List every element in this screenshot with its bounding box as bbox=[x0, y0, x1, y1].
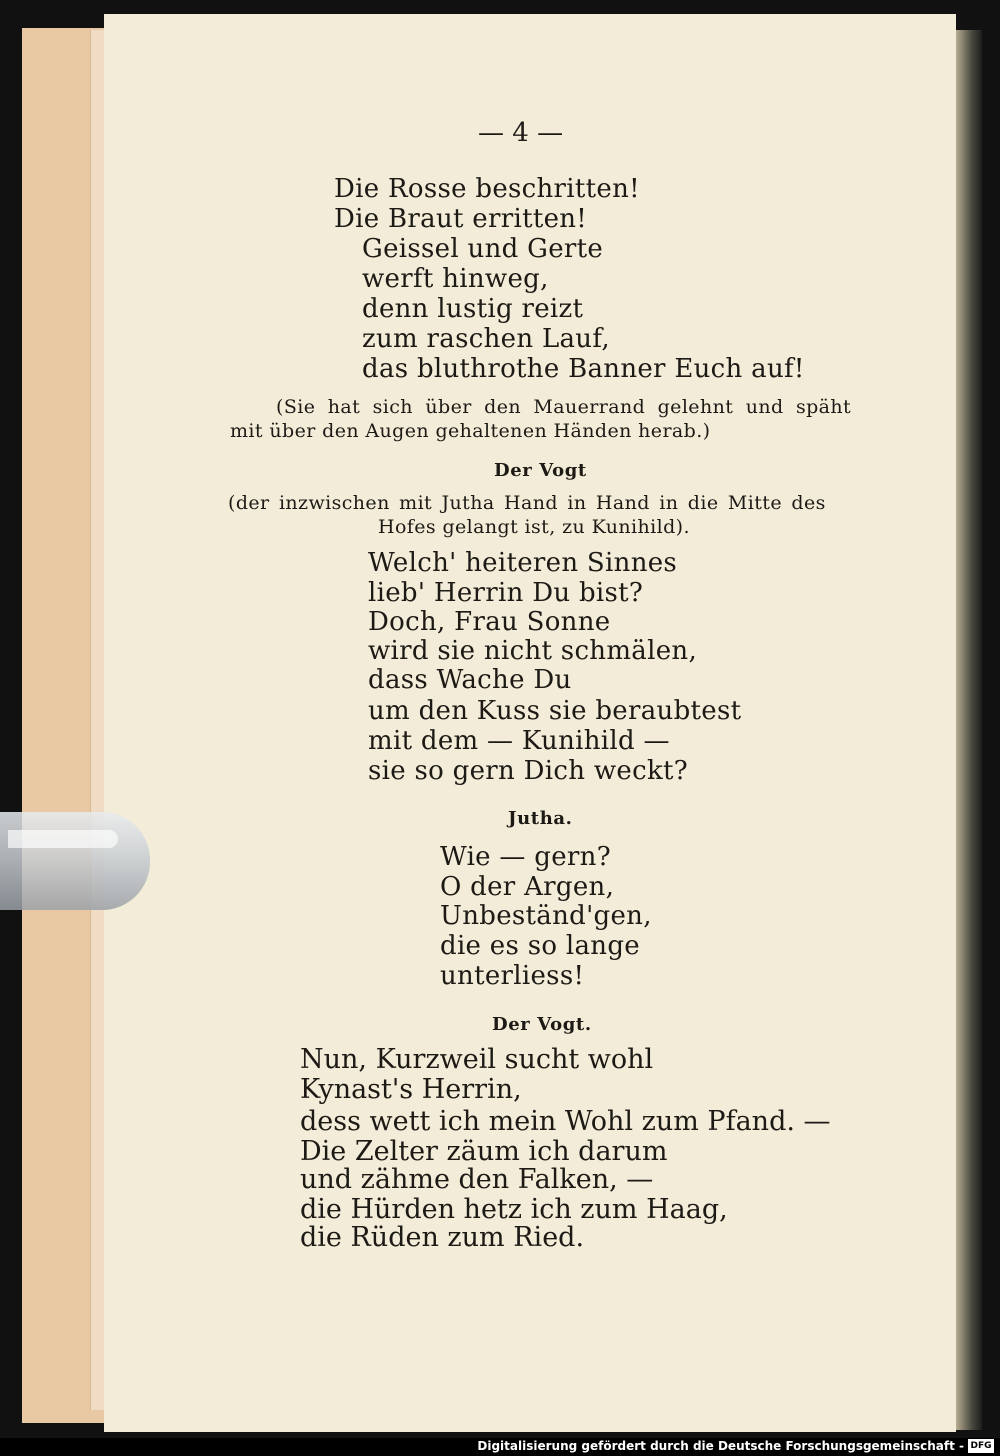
verse-line: Wie — gern? bbox=[440, 842, 611, 872]
verse-line: unterliess! bbox=[440, 961, 585, 991]
verse-line: Doch, Frau Sonne bbox=[368, 607, 611, 637]
verse-line: und zähme den Falken, — bbox=[300, 1164, 654, 1195]
verse-line: denn lustig reizt bbox=[362, 294, 584, 324]
verse-line: O der Argen, bbox=[440, 872, 615, 902]
verse-line: zum raschen Lauf, bbox=[362, 324, 610, 354]
verse-line: wird sie nicht schmälen, bbox=[368, 636, 698, 666]
verse-line: Geissel und Gerte bbox=[362, 234, 604, 264]
glass-weight-highlight bbox=[8, 830, 118, 848]
verse-line: Nun, Kurzweil sucht wohl bbox=[300, 1044, 654, 1075]
digitization-credit: Digitalisierung gefördert durch die Deutsche Forschungsgemeinschaft - bbox=[477, 1439, 964, 1453]
verse-line: sie so gern Dich weckt? bbox=[368, 756, 689, 786]
verse-line: um den Kuss sie beraubtest bbox=[368, 696, 742, 726]
stage-direction: (der inzwischen mit Jutha Hand in Hand in die Mitte des bbox=[228, 492, 826, 514]
verse-line: dass Wache Du bbox=[368, 665, 572, 695]
verse-line: Kynast's Herrin, bbox=[300, 1074, 522, 1105]
verse-line: das bluthrothe Banner Euch auf! bbox=[362, 354, 805, 384]
verse-line: Die Braut erritten! bbox=[334, 204, 588, 234]
verse-line: die es so lange bbox=[440, 931, 640, 961]
verse-line: die Rüden zum Ried. bbox=[300, 1222, 585, 1253]
verse-line: Die Rosse beschritten! bbox=[334, 174, 640, 204]
stage-direction: (Sie hat sich über den Mauerrand gelehnt und späht bbox=[276, 396, 852, 418]
glass-weight-clip bbox=[0, 812, 150, 910]
page-gutter-shadow bbox=[956, 30, 982, 1430]
verse-line: dess wett ich mein Wohl zum Pfand. — bbox=[300, 1106, 831, 1137]
stage-direction: Hofes gelangt ist, zu Kunihild). bbox=[378, 516, 690, 538]
verse-line: Welch' heiteren Sinnes bbox=[368, 548, 678, 578]
speaker-name: Jutha. bbox=[508, 808, 573, 829]
stage-direction: mit über den Augen gehaltenen Händen herab.) bbox=[230, 420, 711, 442]
page-number: — 4 — bbox=[478, 118, 564, 148]
dfg-logo: DFG bbox=[968, 1439, 994, 1453]
verse-line: mit dem — Kunihild — bbox=[368, 726, 670, 756]
page-stack-edge bbox=[90, 30, 105, 1410]
verse-line: werft hinweg, bbox=[362, 264, 549, 294]
speaker-name: Der Vogt bbox=[494, 460, 587, 481]
verse-line: die Hürden hetz ich zum Haag, bbox=[300, 1194, 728, 1225]
verse-line: lieb' Herrin Du bist? bbox=[368, 578, 644, 608]
verse-line: Die Zelter zäum ich darum bbox=[300, 1136, 668, 1167]
verse-line: Unbeständ'gen, bbox=[440, 901, 652, 931]
speaker-name: Der Vogt. bbox=[492, 1014, 592, 1035]
